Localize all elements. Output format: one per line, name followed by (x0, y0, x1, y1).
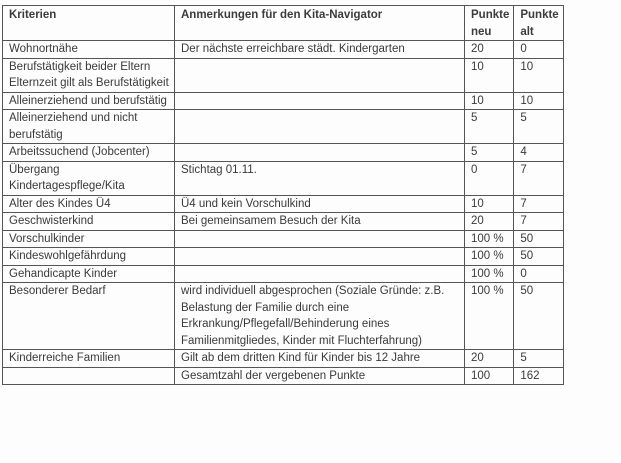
points-new-cell: 0 (465, 161, 514, 195)
points-new-cell: 10 (465, 58, 514, 92)
note-cell (175, 265, 465, 283)
note-cell: Stichtag 01.11. (175, 161, 465, 195)
note-cell (175, 144, 465, 162)
table-header-row (3, 6, 564, 41)
criterion-cell: Kinderreiche Familien (3, 350, 175, 368)
points-old-cell: 7 (514, 161, 563, 195)
criterion-cell: Alleinerziehend und berufstätig (3, 92, 175, 110)
header-notes: Anmerkungen für den Kita-Navigator (175, 6, 465, 41)
table-row (3, 195, 564, 213)
points-new-cell: 5 (465, 144, 514, 162)
table-row (3, 265, 564, 283)
criteria-table (2, 5, 564, 385)
criterion-cell: Wohnortnähe (3, 41, 175, 59)
criterion-cell: Arbeitssuchend (Jobcenter) (3, 144, 175, 162)
points-old-cell: 10 (514, 92, 563, 110)
points-old-cell: 7 (514, 213, 563, 231)
points-new-cell: 20 (465, 350, 514, 368)
note-cell (175, 248, 465, 266)
points-new-cell: 100 % (465, 230, 514, 248)
points-new-cell: 100 % (465, 283, 514, 350)
header-points-new: Punkte neu (465, 6, 514, 41)
table-row (3, 161, 564, 195)
points-new-cell: 100 % (465, 265, 514, 283)
note-cell (175, 110, 465, 144)
header-points-old: Punkte alt (514, 6, 563, 41)
points-new-cell: 20 (465, 213, 514, 231)
criterion-cell (3, 367, 175, 385)
table-row (3, 144, 564, 162)
points-old-cell: 50 (514, 248, 563, 266)
points-old-cell: 0 (514, 265, 563, 283)
table-row (3, 350, 564, 368)
total-points-old-cell: 162 (514, 367, 563, 385)
points-new-cell: 100 % (465, 248, 514, 266)
note-cell: Ü4 und kein Vorschulkind (175, 195, 465, 213)
criterion-cell: Gehandicapte Kinder (3, 265, 175, 283)
points-old-cell: 5 (514, 110, 563, 144)
total-points-new-cell: 100 (465, 367, 514, 385)
table-row (3, 110, 564, 144)
total-label-cell: Gesamtzahl der vergebenen Punkte (175, 367, 465, 385)
note-cell (175, 92, 465, 110)
points-old-cell: 5 (514, 350, 563, 368)
note-cell (175, 58, 465, 92)
table-row (3, 58, 564, 92)
table-row (3, 92, 564, 110)
points-old-cell: 7 (514, 195, 563, 213)
points-old-cell: 4 (514, 144, 563, 162)
points-old-cell: 0 (514, 41, 563, 59)
criterion-cell: Alter des Kindes Ü4 (3, 195, 175, 213)
criterion-cell: Vorschulkinder (3, 230, 175, 248)
points-new-cell: 20 (465, 41, 514, 59)
header-criteria: Kriterien (3, 6, 175, 41)
points-old-cell: 10 (514, 58, 563, 92)
table-row (3, 248, 564, 266)
criterion-cell: Besonderer Bedarf (3, 283, 175, 350)
note-cell: wird individuell abgesprochen (Soziale Gründe: z.B. Belastung der Familie durch eine Erkrankung/Pflegefall/Behinderung eines Familienmitgliedes, Kinder mit Fluchterfahrung) (175, 283, 465, 350)
table-row (3, 230, 564, 248)
points-new-cell: 10 (465, 195, 514, 213)
points-new-cell: 10 (465, 92, 514, 110)
note-cell: Gilt ab dem dritten Kind für Kinder bis 12 Jahre (175, 350, 465, 368)
criterion-cell: Übergang Kindertagespflege/Kita (3, 161, 175, 195)
points-old-cell: 50 (514, 283, 563, 350)
criterion-cell: Geschwisterkind (3, 213, 175, 231)
points-new-cell: 5 (465, 110, 514, 144)
note-cell: Bei gemeinsamem Besuch der Kita (175, 213, 465, 231)
note-cell (175, 230, 465, 248)
table-row (3, 41, 564, 59)
points-old-cell: 50 (514, 230, 563, 248)
criterion-cell: Alleinerziehend und nicht berufstätig (3, 110, 175, 144)
table-row (3, 283, 564, 350)
note-cell: Der nächste erreichbare städt. Kindergarten (175, 41, 465, 59)
table-row (3, 213, 564, 231)
criterion-cell: Berufstätigkeit beider Eltern Elternzeit gilt als Berufstätigkeit (3, 58, 175, 92)
total-row (3, 367, 564, 385)
criterion-cell: Kindeswohlgefährdung (3, 248, 175, 266)
